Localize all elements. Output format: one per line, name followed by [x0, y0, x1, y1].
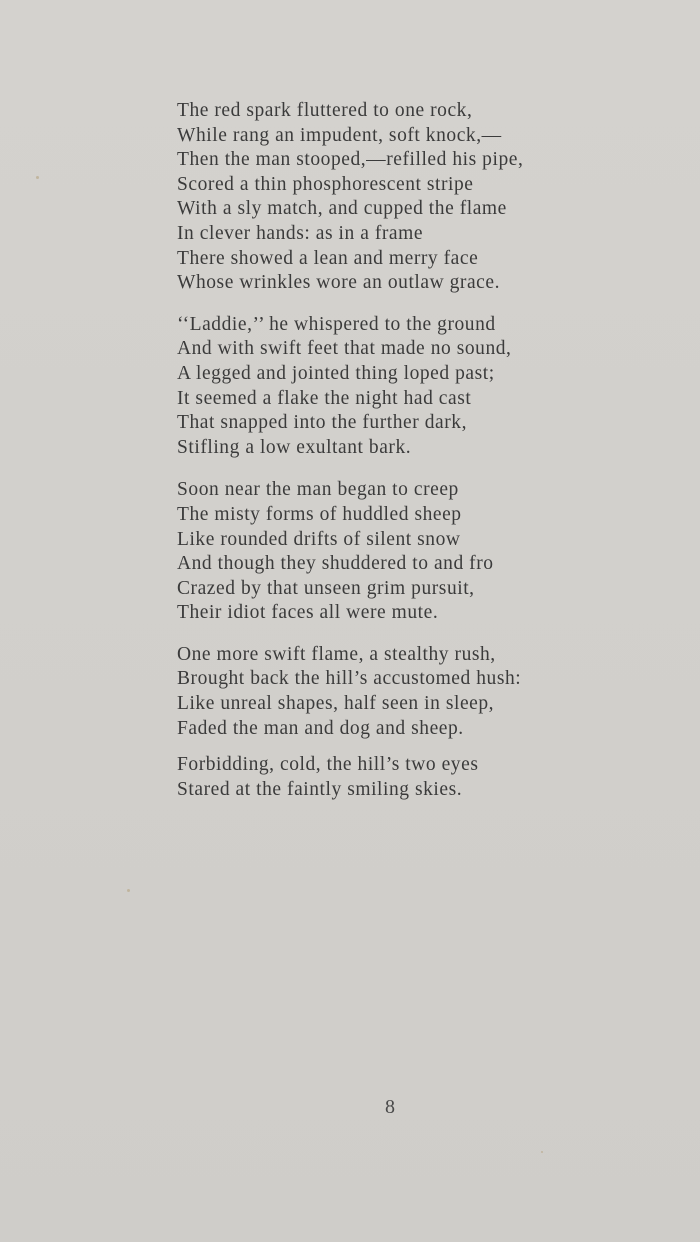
- poem-line: And with swift feet that made no sound,: [177, 338, 512, 360]
- poem-line: Faded the man and dog and sheep.: [177, 717, 464, 739]
- poem-line: And though they shuddered to and fro: [177, 553, 494, 575]
- poem-line: Forbidding, cold, the hill’s two eyes: [177, 754, 479, 776]
- poem-line: Scored a thin phosphorescent stripe: [177, 173, 474, 195]
- poem-line: With a sly match, and cupped the flame: [177, 198, 507, 220]
- poem-line: Like rounded drifts of silent snow: [177, 528, 461, 550]
- poem-line: Then the man stooped,—refilled his pipe,: [177, 149, 524, 171]
- poem-line: It seemed a flake the night had cast: [177, 387, 472, 409]
- paper-speck: [36, 176, 39, 179]
- poem-line: Like unreal shapes, half seen in sleep,: [177, 693, 495, 715]
- stanza-5: [177, 753, 597, 802]
- poem-line: ‘‘Laddie,’’ he whispered to the ground: [177, 313, 496, 335]
- stanza-4: [177, 643, 597, 741]
- poem-line: A legged and jointed thing loped past;: [177, 362, 495, 384]
- paper-speck: [127, 889, 130, 892]
- poem-line: There showed a lean and merry face: [177, 247, 479, 269]
- poem-line: The red spark fluttered to one rock,: [177, 100, 473, 121]
- poem-line: Soon near the man began to creep: [177, 479, 459, 501]
- poem-line: Stifling a low exultant bark.: [177, 436, 412, 458]
- poem-line: That snapped into the further dark,: [177, 412, 467, 434]
- stanza-3: [177, 478, 597, 626]
- poem-line: While rang an impudent, soft knock,—: [177, 124, 502, 146]
- page-number: 8: [385, 1096, 395, 1118]
- poem-body: [177, 99, 597, 802]
- paper-speck: [541, 1151, 543, 1153]
- poem-line: One more swift flame, a stealthy rush,: [177, 643, 496, 665]
- poem-line: Their idiot faces all were mute.: [177, 602, 439, 624]
- poem-line: Stared at the faintly smiling skies.: [177, 778, 463, 800]
- stanza-1: [177, 99, 597, 296]
- poem-line: The misty forms of huddled sheep: [177, 503, 462, 525]
- poem-line: Whose wrinkles wore an outlaw grace.: [177, 272, 501, 294]
- poem-line: In clever hands: as in a frame: [177, 222, 424, 244]
- poem-line: Brought back the hill’s accustomed hush:: [177, 668, 522, 690]
- poem-line: Crazed by that unseen grim pursuit,: [177, 577, 475, 599]
- stanza-2: [177, 313, 597, 461]
